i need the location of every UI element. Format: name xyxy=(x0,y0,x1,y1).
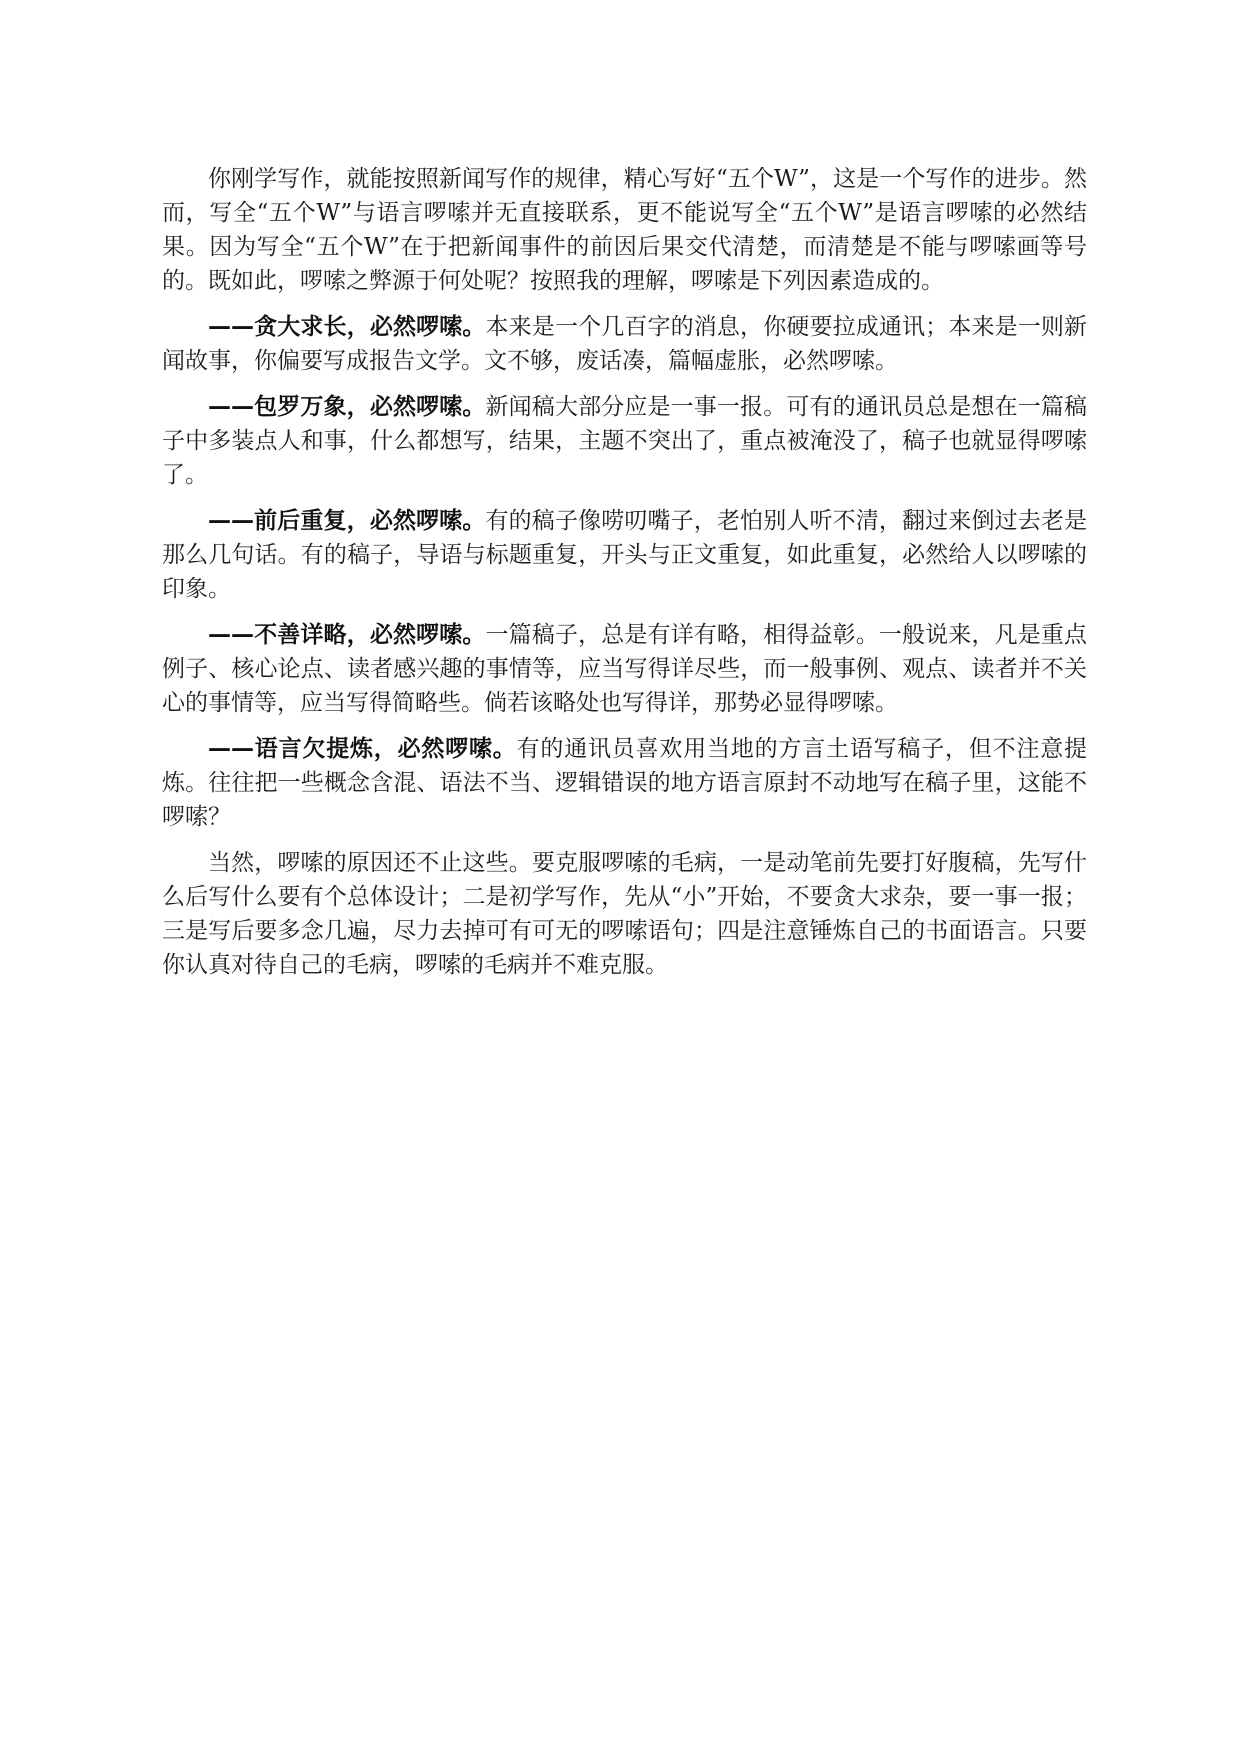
paragraph-cause-1 xyxy=(162,310,1087,378)
document-body xyxy=(162,162,1087,994)
paragraph-text: 新闻稿大部分应是一事一报。可有的通讯员总是想在一篇稿子中多装点人和事，什么都想写，结果，主题不突出了，重点被淹没了，稿子也就显得啰嗦了。 xyxy=(162,394,1088,488)
paragraph-lead: ——贪大求长，必然啰嗦。 xyxy=(208,314,486,340)
paragraph-text: 有的稿子像唠叨嘴子，老怕别人听不清，翻过来倒过去老是那么几句话。有的稿子，导语与标题重复，开头与正文重复，如此重复，必然给人以啰嗦的印象。 xyxy=(162,508,1088,602)
paragraph-lead: ——不善详略，必然啰嗦。 xyxy=(208,622,486,648)
paragraph-cause-3 xyxy=(162,504,1087,606)
paragraph-cause-2 xyxy=(162,390,1087,492)
paragraph-intro xyxy=(162,162,1087,298)
paragraph-text: 你刚学写作，就能按照新闻写作的规律，精心写好“五个W”，这是一个写作的进步。然而，写全“五个W”与语言啰嗦并无直接联系，更不能说写全“五个W”是语言啰嗦的必然结果。因为写全“五个W”在于把新闻事件的前因后果交代清楚，而清楚是不能与啰嗦画等号的。既如此，啰嗦之弊源于何处呢？按照我的理解，啰嗦是下列因素造成的。 xyxy=(162,166,1087,294)
paragraph-text: 有的通讯员喜欢用当地的方言土语写稿子，但不注意提炼。往往把一些概念含混、语法不当、逻辑错误的地方语言原封不动地写在稿子里，这能不啰嗦？ xyxy=(162,736,1088,830)
paragraph-lead: ——包罗万象，必然啰嗦。 xyxy=(208,394,486,420)
paragraph-lead: ——前后重复，必然啰嗦。 xyxy=(208,508,486,534)
paragraph-text: 一篇稿子，总是有详有略，相得益彰。一般说来，凡是重点例子、核心论点、读者感兴趣的事情等，应当写得详尽些，而一般事例、观点、读者并不关心的事情等，应当写得简略些。倘若该略处也写得详，那势必显得啰嗦。 xyxy=(162,622,1088,716)
paragraph-conclusion xyxy=(162,846,1087,982)
paragraph-cause-4 xyxy=(162,618,1087,720)
paragraph-lead: ——语言欠提炼，必然啰嗦。 xyxy=(208,736,517,762)
paragraph-text: 本来是一个几百字的消息，你硬要拉成通讯；本来是一则新闻故事，你偏要写成报告文学。文不够，废话凑，篇幅虚胀，必然啰嗦。 xyxy=(162,314,1088,374)
paragraph-text: 当然，啰嗦的原因还不止这些。要克服啰嗦的毛病，一是动笔前先要打好腹稿，先写什么后写什么要有个总体设计；二是初学写作，先从“小”开始，不要贪大求杂，要一事一报；三是写后要多念几遍，尽力去掉可有可无的啰嗦语句；四是注意锤炼自己的书面语言。只要你认真对待自己的毛病，啰嗦的毛病并不难克服。 xyxy=(162,850,1087,978)
paragraph-cause-5 xyxy=(162,732,1087,834)
